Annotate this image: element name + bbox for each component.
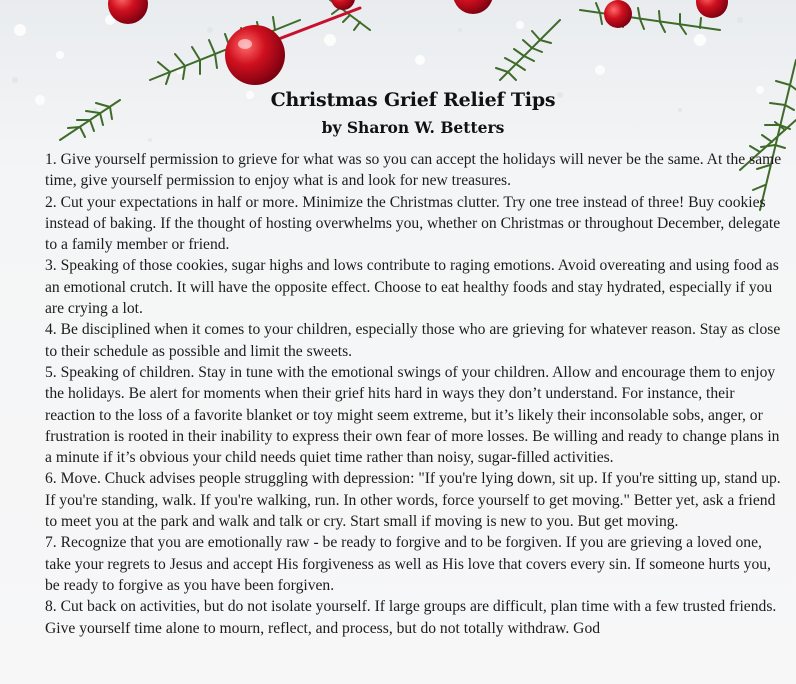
tip-item: 7. Recognize that you are emotionally raw - be ready to forgive and to be forgiven. If you are grieving a loved one, take your regrets to Jesus and accept His forgiveness as well as His love that covers every sin. If someone hurts you, be ready to forgive as you have been forgiven. [45, 534, 771, 594]
tip-item: 5. Speaking of children. Stay in tune with the emotional swings of your children. Allow and encourage them to enjoy the holidays. Be alert for moments when their grief hits hard in ways they don’t understand. For instance, their reaction to the loss of a favorite blanket or toy might seem extreme, but it’s likely their inconsolable sobs, anger, or frustration is rooted in their inability to express their own fear of more losses. Be willing and ready to change plans in a minute if it’s obvious your child needs quiet time rather than noisy, sugar-filled activities. [45, 363, 780, 467]
tip-item: 2. Cut your expectations in half or more. Minimize the Christmas clutter. Try one tree instead of three! Buy cookies instead of baking. If the thought of hosting overwhelms you, whether on Christmas or throughout December, delegate to a family member or friend. [45, 193, 781, 254]
page-title: Christmas Grief Relief Tips [270, 89, 556, 111]
tip-item: 1. Give yourself permission to grieve for what was so you can accept the holidays will never be the same. At the same time, give yourself permission to enjoy what is and look for new treasures. [45, 151, 782, 190]
tip-item: 8. Cut back on activities, but do not isolate yourself. If large groups are difficult, plan time with a few trusted friends. Give yourself time alone to mourn, reflect, and process, but do not totally withdraw. God [45, 598, 777, 637]
tip-item: 3. Speaking of those cookies, sugar highs and lows contribute to raging emotions. Avoid overeating and using food as an emotional crutch. It will have the opposite effect. Choose to eat healthy foods and stay hydrated, especially if you are crying a lot. [45, 257, 779, 318]
tip-item: 4. Be disciplined when it comes to your children, especially those who are grieving for whatever reason. Stay as close to their schedule as possible and limit the sweets. [45, 321, 781, 360]
tip-item: 6. Move. Chuck advises people struggling with depression: "If you're lying down, sit up. If you're sitting up, stand up. If you're standing, walk. If you're walking, run. In other words, force yourself to get moving." Better yet, ask a friend to meet you at the park and walk and talk or cry. Start small if moving is new to you. But get moving. [45, 470, 781, 531]
tips-list [45, 149, 785, 639]
author-byline: by Sharon W. Betters [321, 118, 505, 137]
